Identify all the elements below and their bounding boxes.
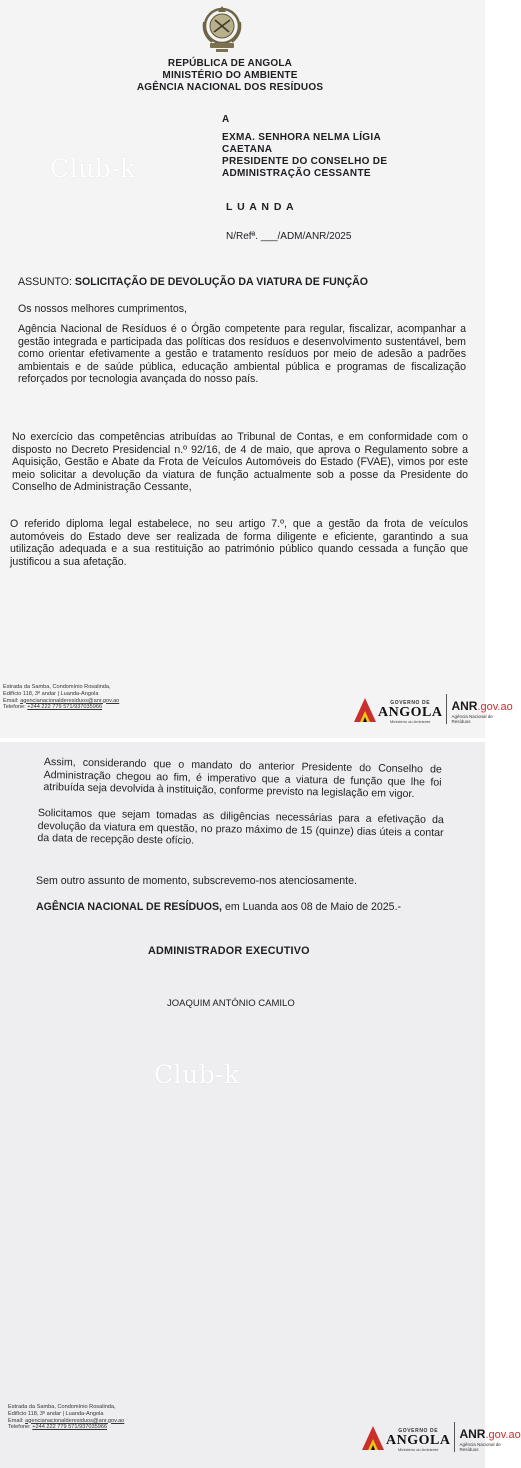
anr-label (451, 700, 512, 714)
greeting: Os nossos melhores cumprimentos, (18, 303, 187, 315)
dateline-agency: AGÊNCIA NACIONAL DE RESÍDUOS, (36, 901, 222, 913)
footer-address (3, 684, 203, 711)
watermark-club-k: Club-k (154, 1060, 240, 1089)
gov-sub-label: Ministério do Ambiente (397, 1447, 439, 1452)
closing-line: Sem outro assunto de momento, subscrevemo-nos atenciosamente. (36, 875, 357, 887)
anr-logo (459, 1428, 520, 1452)
anr-text: ANR (459, 1427, 486, 1441)
footer-phone-link[interactable]: +244 222 779 571/937035966 (32, 1424, 108, 1431)
logo-divider (446, 694, 447, 724)
anr-logo (451, 700, 512, 724)
recipient-prefix: A (222, 114, 230, 125)
gov-sub-label: Ministério do Ambiente (389, 719, 431, 724)
angola-flag-triangle-icon (360, 1422, 386, 1452)
footer-phone-line (8, 1424, 208, 1431)
subject-line (18, 276, 368, 288)
footer-address-line1: Estrada da Samba, Condomínio Rosalinda, (3, 684, 111, 690)
signatory-name: JOAQUIM ANTÓNIO CAMILO (167, 998, 295, 1009)
footer-email-link[interactable]: agencianacionalderesiduos@anr.gov.ao (25, 1417, 125, 1424)
letter-page-2 (0, 742, 521, 1468)
dateline-date: em Luanda aos 08 de Maio de 2025.- (222, 901, 402, 913)
footer-email-label: Email: (3, 697, 19, 704)
footer-phone-line (3, 704, 203, 711)
angola-flag-triangle-icon (352, 694, 378, 724)
angola-coat-of-arms-emblem (198, 2, 246, 54)
gov-small-label: GOVERNO DE (390, 700, 431, 706)
footer-address-line2: Edifício 118, 3º andar | Luanda-Angola (3, 690, 99, 697)
letter-page-1 (0, 0, 513, 738)
footer-phone-label: Telefone: (3, 704, 26, 711)
recipient-role-line2: ADMINISTRAÇÃO CESSANTE (222, 168, 371, 179)
recipient-name-line1: EXMA. SENHORA NELMA LÍGIA (222, 132, 381, 143)
dateline (36, 901, 456, 914)
footer-logo (352, 694, 513, 724)
recipient-role-line1: PRESIDENTE DO CONSELHO DE (222, 156, 388, 167)
header-republic: REPÚBLICA DE ANGOLA (167, 58, 293, 69)
subject-text: SOLICITAÇÃO DE DEVOLUÇÃO DA VIATURA DE FUNÇÃO (74, 276, 369, 288)
watermark-club-k: Club-k (50, 154, 136, 183)
gov-angola-text (378, 700, 442, 724)
gov-big-label: ANGOLA (386, 1433, 451, 1448)
paragraph-request: Solicitamos que sejam tomadas as diligências necessárias para a efetivação da devolução da viatura em questão, no prazo máximo de 15 (quinze) dias úteis a contar da data de recepção deste ofício. (37, 807, 444, 847)
paragraph-competencies: No exercício das competências atribuídas ao Tribunal de Contas, e em conformidade com o disposto no Decreto Presidencial n.º 92/16, de 4 de maio, que aprova o Regulamento sobre a Aquisição, Gestão e Abate da Frota de Veículos Automóveis do Estado (FVAE), vimos por este meio solicitar a devolução da viatura de função actualmente sob a posse da Presidente do Conselho de Administração Cessante, (12, 431, 468, 494)
reference-number: N/Refª. ___/ADM/ANR/2025 (226, 231, 352, 242)
anr-domain: .gov.ao (485, 1429, 521, 1441)
footer-phone-label: Telefone: (8, 1424, 31, 1431)
footer-email-line (3, 698, 203, 705)
paragraph-agency: Agência Nacional de Resíduos é o Órgão competente para regular, fiscalizar, acompanhar a gestão integrada e participada das políticas dos resíduos e desenvolvimento sustentável, bem como orientar efetivamente a gestão e tratamento resíduos por meio de adesão a padrões ambientais e de saúde pública, educação ambiental pública e programas de fiscalização reforçados por tecnologia avançada do nosso país. (18, 323, 466, 386)
signatory-title: ADMINISTRADOR EXECUTIVO (148, 945, 310, 957)
header-agency: AGÊNCIA NACIONAL DOS RESÍDUOS (136, 82, 324, 93)
anr-text: ANR (451, 699, 478, 713)
subject-label: ASSUNTO: (18, 276, 72, 288)
logo-divider (454, 1422, 455, 1452)
anr-sub-label: Agência Nacional de Resíduos (459, 1442, 501, 1452)
footer-address-line2: Edifício 118, 3º andar | Luanda-Angola (8, 1410, 104, 1417)
anr-sub-label: Agência Nacional de Resíduos (451, 714, 493, 724)
paragraph-legal-diploma: O referido diploma legal estabelece, no seu artigo 7.º, que a gestão da frota de veículos automóveis do Estado deve ser realizada de forma diligente e eficiente, garantindo a sua utilização adequada e a sua restituição ao património público quando cessada a função que justificou a sua afetação. (10, 518, 468, 568)
anr-label (459, 1428, 520, 1442)
footer-address-line1: Estrada da Samba, Condomínio Rosalinda, (8, 1404, 116, 1410)
recipient-name-line2: CAETANA (222, 144, 273, 155)
gov-angola-text (386, 1428, 450, 1452)
footer-phone-link[interactable]: +244 222 779 571/937035966 (27, 704, 103, 711)
gov-small-label: GOVERNO DE (398, 1428, 439, 1434)
anr-domain: .gov.ao (477, 701, 513, 713)
footer-logo (360, 1422, 521, 1452)
recipient-name (222, 132, 387, 180)
city-luanda: L U A N D A (226, 201, 295, 213)
footer-email-link[interactable]: agencianacionalderesiduos@anr.gov.ao (20, 697, 120, 704)
footer-email-line (8, 1418, 208, 1425)
footer-email-label: Email: (8, 1417, 24, 1424)
header-ministry: MINISTÉRIO DO AMBIENTE (162, 70, 298, 81)
footer-address (8, 1404, 208, 1431)
gov-big-label: ANGOLA (378, 705, 443, 720)
paragraph-mandate: Assim, considerando que o mandato do anterior Presidente do Conselho de Administração chegou ao fim, é imperativo que a viatura de função que lhe foi atribuída seja devolvida à instituição, conforme previsto na legislação em vigor. (43, 756, 442, 801)
